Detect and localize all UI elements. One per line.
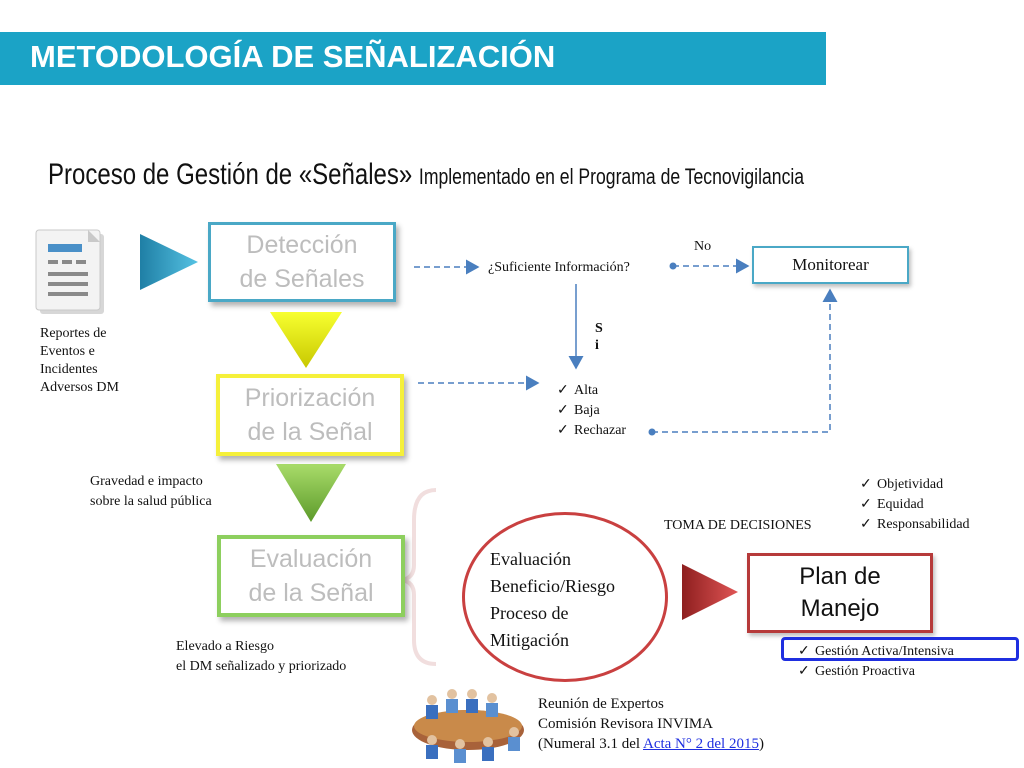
criteria-label: Equidad: [877, 497, 924, 512]
stage-detection-line: Detección: [246, 231, 358, 259]
subtitle-main: Proceso de Gestión de «Señales»: [48, 158, 413, 191]
criteria-item: [860, 495, 970, 515]
evaluation-line: Evaluación: [490, 549, 571, 569]
reports-line: Incidentes: [40, 362, 98, 377]
meeting-text: [538, 694, 764, 754]
brace: [402, 490, 436, 664]
yes-label-char: i: [595, 338, 599, 353]
evaluation-line: Beneficio/Riesgo: [490, 576, 615, 596]
plan-box[interactable]: [747, 553, 933, 633]
no-label: No: [694, 239, 712, 254]
elevated-note-line: el DM señalizado y priorizado: [176, 659, 347, 674]
check-icon: ✓: [798, 644, 810, 659]
meeting-line: [538, 734, 764, 754]
flow-arrow-red: [682, 564, 738, 620]
stage-prioritization[interactable]: [216, 374, 404, 456]
plan-line: Manejo: [800, 595, 880, 622]
check-icon: ✓: [860, 517, 872, 532]
reports-line: Adversos DM: [40, 380, 119, 395]
reports-label: [40, 325, 119, 397]
stage-prioritization-line: Priorización: [244, 384, 376, 412]
page-title: METODOLOGÍA DE SEÑALIZACIÓN: [30, 39, 556, 74]
option-item: [557, 381, 626, 401]
meeting-ref-prefix: (Numeral 3.1 del: [538, 736, 643, 752]
reports-line: Eventos e: [40, 344, 95, 359]
flow-arrow-yellow: [270, 312, 342, 368]
meeting-icon: [412, 689, 524, 763]
evaluation-text: [490, 546, 615, 654]
severity-note-line: sobre la salud pública: [90, 494, 212, 509]
option-item: [557, 421, 626, 441]
sufficient-info-question: ¿Suficiente Información?: [488, 260, 630, 275]
evaluation-line: Proceso de: [490, 603, 569, 623]
stage-detection-line: de Señales: [239, 265, 365, 293]
management-list: [798, 642, 954, 682]
management-label: Gestión Activa/Intensiva: [815, 644, 954, 659]
stage-evaluation-line: de la Señal: [248, 579, 374, 607]
stage-prioritization-line: de la Señal: [247, 418, 373, 446]
stage-evaluation-line: Evaluación: [249, 545, 373, 573]
meeting-line: Reunión de Expertos: [538, 696, 664, 712]
check-icon: ✓: [860, 477, 872, 492]
connector-reject-monitor: [652, 290, 830, 432]
elevated-note-line: Elevado a Riesgo: [176, 639, 274, 654]
check-icon: ✓: [860, 497, 872, 512]
criteria-item: [860, 475, 970, 495]
criteria-label: Responsabilidad: [877, 517, 970, 532]
management-item: [798, 642, 954, 662]
connector-dot: [670, 263, 677, 270]
yes-label: [595, 320, 603, 354]
option-item: [557, 401, 626, 421]
elevated-note: [176, 637, 346, 677]
check-icon: ✓: [798, 664, 810, 679]
document-icon: [36, 230, 104, 314]
yes-label-char: S: [595, 321, 603, 336]
flow-arrow-blue: [140, 234, 198, 290]
severity-note: [90, 472, 212, 512]
reports-line: Reportes de: [40, 326, 107, 341]
check-icon: ✓: [557, 423, 569, 438]
stage-evaluation[interactable]: [217, 535, 405, 617]
criteria-list: [860, 475, 970, 535]
option-label: Baja: [574, 403, 600, 418]
criteria-label: Objetividad: [877, 477, 944, 492]
management-label: Gestión Proactiva: [815, 664, 915, 679]
evaluation-line: Mitigación: [490, 630, 569, 650]
stage-detection[interactable]: [208, 222, 396, 302]
plan-line: Plan de: [799, 563, 881, 590]
subtitle-detail: Implementado en el Programa de Tecnovigilancia: [418, 164, 805, 189]
acta-link[interactable]: Acta N° 2 del 2015: [642, 736, 759, 752]
check-icon: ✓: [557, 403, 569, 418]
criteria-item: [860, 515, 970, 535]
decision-options: [557, 381, 626, 441]
option-label: Alta: [574, 383, 599, 398]
severity-note-line: Gravedad e impacto: [90, 474, 203, 489]
decisions-label: TOMA DE DECISIONES: [664, 518, 812, 533]
monitor-box[interactable]: Monitorear: [752, 246, 909, 284]
meeting-line: Comisión Revisora INVIMA: [538, 716, 713, 732]
meeting-ref-suffix: ): [758, 736, 764, 752]
flow-arrow-green: [276, 464, 346, 522]
option-label: Rechazar: [574, 423, 627, 438]
check-icon: ✓: [557, 383, 569, 398]
management-item: [798, 662, 954, 682]
